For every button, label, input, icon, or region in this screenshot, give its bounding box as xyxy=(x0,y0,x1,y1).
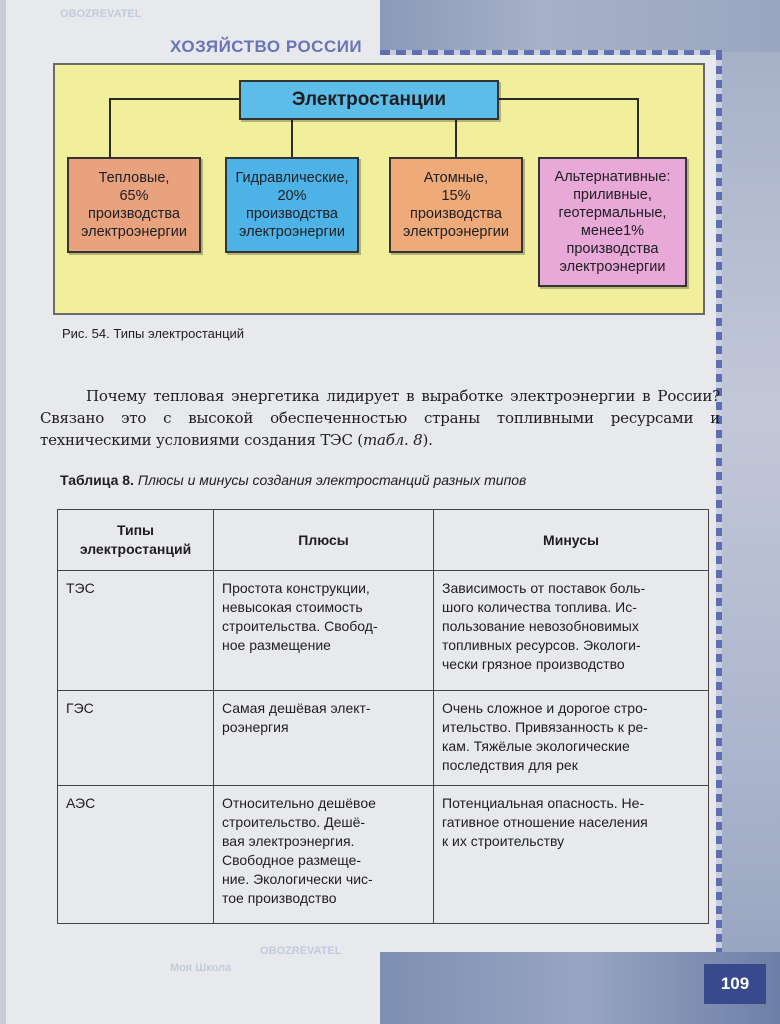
node-hydro: Гидравлические, 20% производства электроэнергии xyxy=(225,157,359,253)
power-stations-diagram xyxy=(53,63,705,315)
connector-line xyxy=(109,98,111,158)
cell-cons: Потенциальная опасность. Не- гативное отношение населения к их строительству xyxy=(434,786,709,924)
cell-pros: Простота конструкции, невысокая стоимость строительства. Свобод- ное размещение xyxy=(214,571,434,691)
map-background-top xyxy=(380,0,780,52)
connector-line xyxy=(637,98,639,158)
header-type: Типы электростанций xyxy=(58,510,214,571)
paragraph-text: Почему тепловая энергетика лидирует в выработке электроэнергии в России? Связано это с высокой обеспеченностью страны топливными ресурсами и техническими условиями создания ТЭС ( xyxy=(40,387,720,449)
diagram-root-node: Электростанции xyxy=(239,80,499,120)
map-background-right xyxy=(722,52,780,952)
table-number: Таблица 8. xyxy=(60,472,134,488)
table-row xyxy=(58,571,709,691)
paragraph-end: ). xyxy=(422,431,433,449)
cell-type: АЭС xyxy=(58,786,214,924)
table-caption: Плюсы и минусы создания электростанций разных типов xyxy=(137,472,527,488)
cell-type: ТЭС xyxy=(58,571,214,691)
table-row xyxy=(58,691,709,786)
cell-cons: Очень сложное и дорогое стро- ительство. Привязанность к ре- кам. Тяжёлые экологические последствия для рек xyxy=(434,691,709,786)
cell-cons: Зависимость от поставок боль- шого количества топлива. Ис- пользование невозобновимых топливных ресурсов. Экологи- чески грязное производство xyxy=(434,571,709,691)
table-header-row xyxy=(58,510,709,571)
watermark: OBOZREVATEL xyxy=(260,945,342,957)
table-title xyxy=(60,472,526,488)
decorative-border xyxy=(716,52,722,952)
watermark: Моя Школа xyxy=(170,962,232,974)
connector-line xyxy=(455,116,457,158)
connector-line xyxy=(291,116,293,158)
watermark: OBOZREVATEL xyxy=(60,8,142,20)
page-number: 109 xyxy=(704,964,766,1004)
decorative-border xyxy=(380,50,722,55)
pros-cons-table xyxy=(57,509,709,924)
page-edge xyxy=(0,0,6,1024)
node-nuclear: Атомные, 15% производства электроэнергии xyxy=(389,157,523,253)
cell-type: ГЭС xyxy=(58,691,214,786)
figure-caption: Рис. 54. Типы электростанций xyxy=(62,326,245,341)
cell-pros: Самая дешёвая элект- роэнергия xyxy=(214,691,434,786)
chapter-title: ХОЗЯЙСТВО РОССИИ xyxy=(170,37,363,56)
table-row xyxy=(58,786,709,924)
node-thermal: Тепловые, 65% производства электроэнергии xyxy=(67,157,201,253)
header-cons: Минусы xyxy=(434,510,709,571)
header-pros: Плюсы xyxy=(214,510,434,571)
node-alternative: Альтернативные: приливные, геотермальные, менее1% производства электроэнергии xyxy=(538,157,687,287)
body-paragraph xyxy=(40,385,720,451)
cell-pros: Относительно дешёвое строительство. Дешё- вая электроэнергия. Свободное размеще- ние. Экологически чис- тое производство xyxy=(214,786,434,924)
table-reference: табл. 8 xyxy=(362,431,423,449)
